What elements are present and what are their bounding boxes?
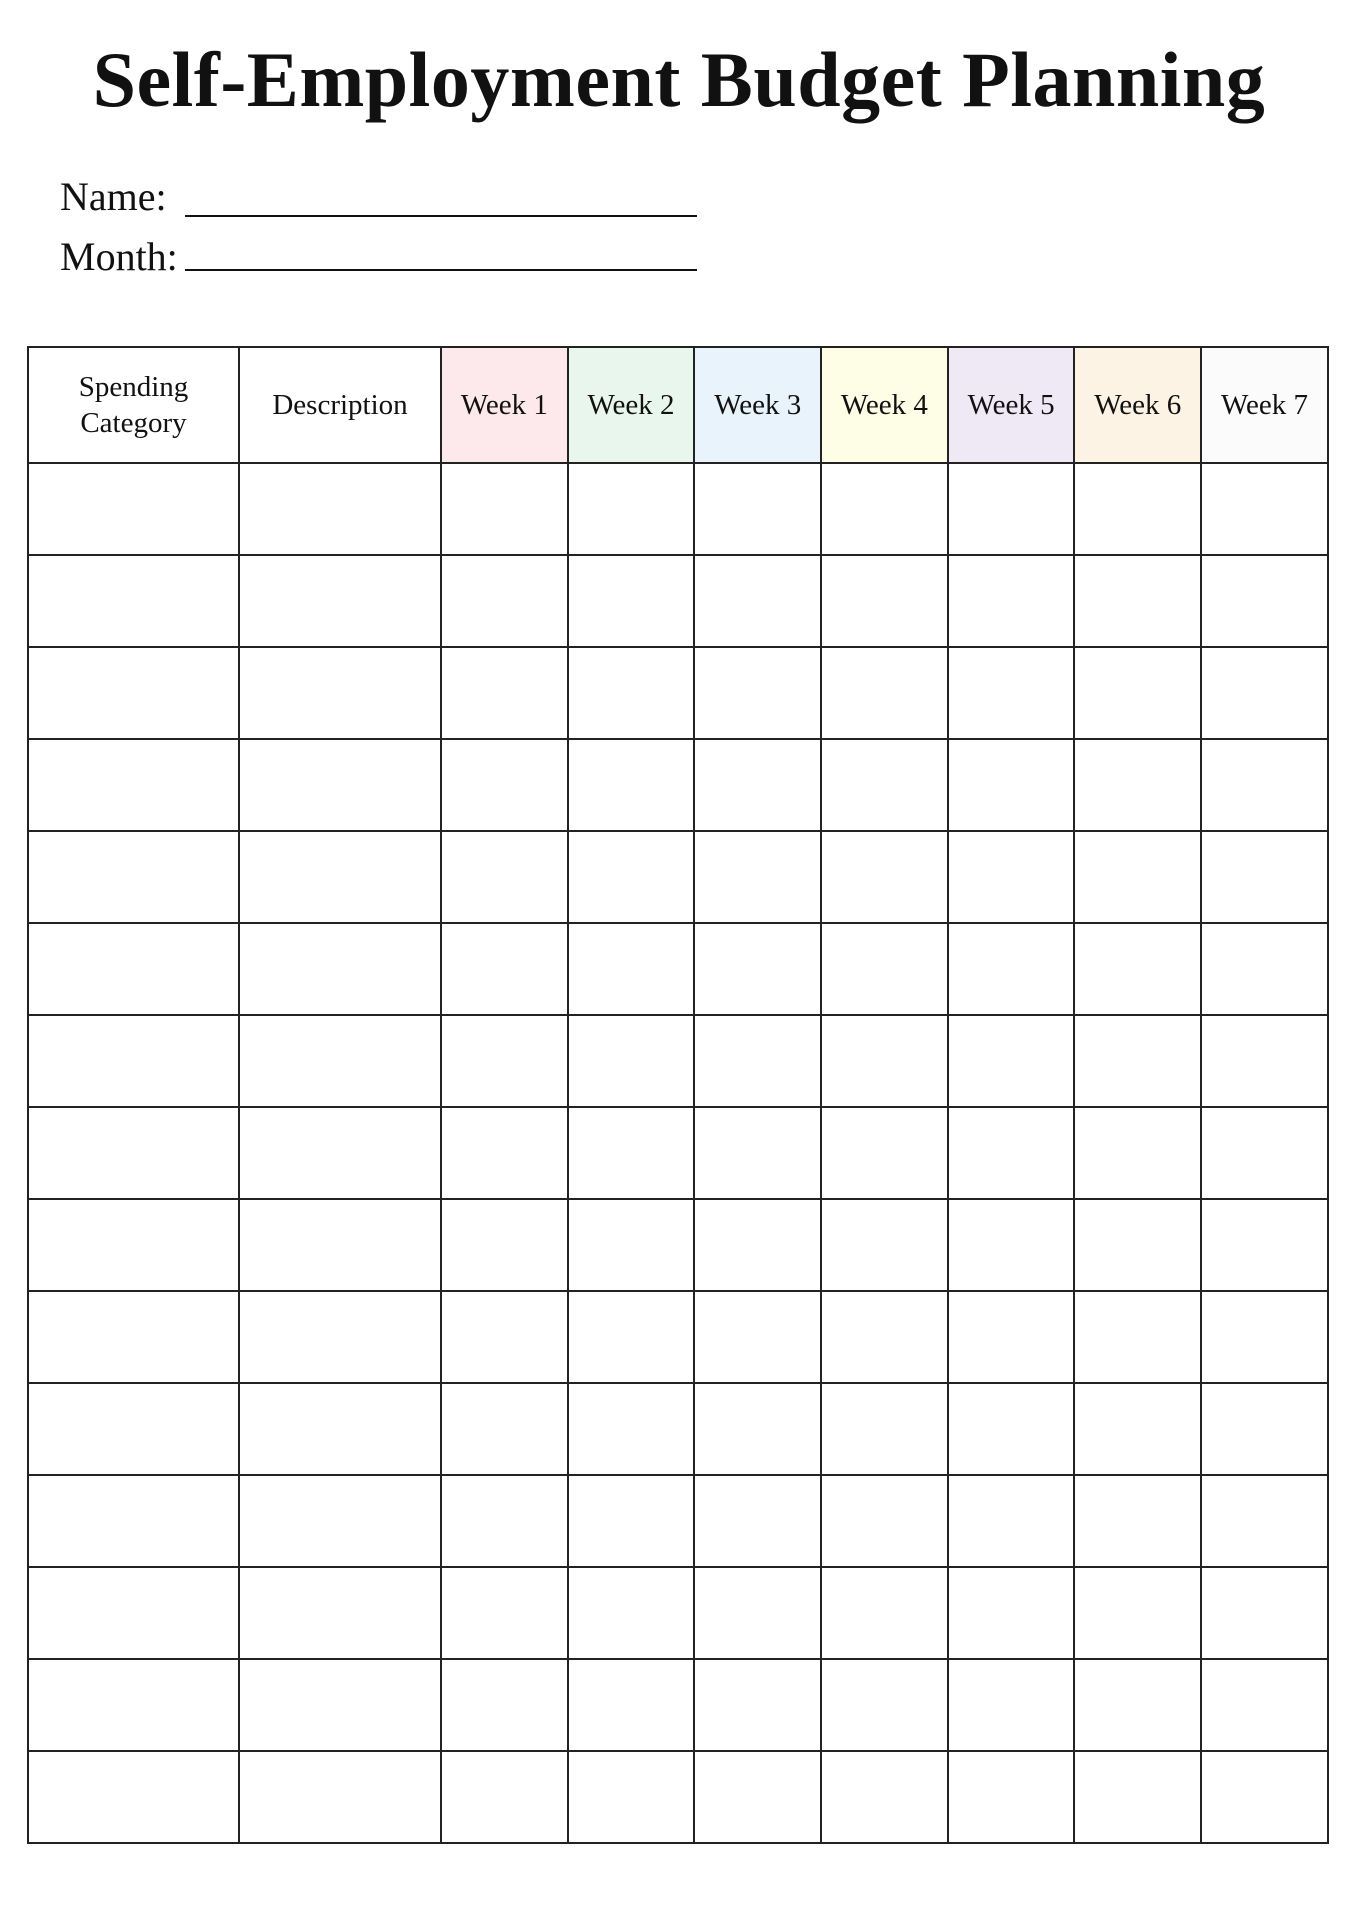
cell-description[interactable] [239, 923, 441, 1015]
cell-week-4[interactable] [821, 1751, 948, 1843]
cell-description[interactable] [239, 1659, 441, 1751]
cell-week-5[interactable] [948, 1291, 1075, 1383]
cell-week-4[interactable] [821, 1383, 948, 1475]
cell-week-6[interactable] [1074, 831, 1201, 923]
cell-week-2[interactable] [568, 1659, 695, 1751]
cell-week-7[interactable] [1201, 1107, 1328, 1199]
cell-week-6[interactable] [1074, 739, 1201, 831]
cell-week-1[interactable] [441, 1751, 568, 1843]
cell-week-5[interactable] [948, 739, 1075, 831]
cell-spending-category[interactable] [28, 1107, 239, 1199]
cell-week-1[interactable] [441, 463, 568, 555]
cell-week-5[interactable] [948, 831, 1075, 923]
cell-week-5[interactable] [948, 647, 1075, 739]
cell-spending-category[interactable] [28, 555, 239, 647]
cell-week-2[interactable] [568, 831, 695, 923]
cell-week-2[interactable] [568, 1291, 695, 1383]
cell-description[interactable] [239, 1567, 441, 1659]
cell-week-4[interactable] [821, 647, 948, 739]
cell-week-1[interactable] [441, 1291, 568, 1383]
cell-description[interactable] [239, 831, 441, 923]
cell-week-6[interactable] [1074, 463, 1201, 555]
cell-spending-category[interactable] [28, 1751, 239, 1843]
cell-week-3[interactable] [694, 1199, 821, 1291]
cell-week-7[interactable] [1201, 1659, 1328, 1751]
cell-week-6[interactable] [1074, 555, 1201, 647]
header-description: Description [239, 347, 441, 463]
cell-week-7[interactable] [1201, 1383, 1328, 1475]
cell-week-7[interactable] [1201, 463, 1328, 555]
cell-week-2[interactable] [568, 1751, 695, 1843]
header-spending-category-line1: Spending [78, 371, 189, 403]
cell-week-6[interactable] [1074, 1291, 1201, 1383]
cell-week-1[interactable] [441, 1659, 568, 1751]
cell-week-4[interactable] [821, 739, 948, 831]
cell-week-5[interactable] [948, 463, 1075, 555]
cell-week-1[interactable] [441, 1107, 568, 1199]
cell-week-1[interactable] [441, 1475, 568, 1567]
table-row [28, 647, 1328, 739]
cell-spending-category[interactable] [28, 1199, 239, 1291]
cell-week-7[interactable] [1201, 1199, 1328, 1291]
cell-week-7[interactable] [1201, 1751, 1328, 1843]
cell-week-3[interactable] [694, 1659, 821, 1751]
cell-week-6[interactable] [1074, 1475, 1201, 1567]
cell-spending-category[interactable] [28, 647, 239, 739]
cell-week-4[interactable] [821, 1107, 948, 1199]
cell-description[interactable] [239, 739, 441, 831]
cell-week-5[interactable] [948, 923, 1075, 1015]
cell-week-6[interactable] [1074, 1659, 1201, 1751]
cell-week-6[interactable] [1074, 923, 1201, 1015]
cell-week-5[interactable] [948, 1107, 1075, 1199]
table-row [28, 739, 1328, 831]
table-row [28, 1659, 1328, 1751]
cell-week-3[interactable] [694, 1291, 821, 1383]
cell-week-2[interactable] [568, 923, 695, 1015]
cell-week-2[interactable] [568, 1107, 695, 1199]
cell-description[interactable] [239, 463, 441, 555]
cell-week-2[interactable] [568, 463, 695, 555]
page-title: Self-Employment Budget Planning [92, 36, 1266, 123]
cell-week-1[interactable] [441, 1199, 568, 1291]
cell-week-5[interactable] [948, 1567, 1075, 1659]
header-row [28, 347, 1328, 463]
cell-week-3[interactable] [694, 1567, 821, 1659]
cell-week-1[interactable] [441, 831, 568, 923]
cell-week-2[interactable] [568, 1015, 695, 1107]
cell-week-4[interactable] [821, 1475, 948, 1567]
cell-week-2[interactable] [568, 1475, 695, 1567]
cell-week-5[interactable] [948, 1015, 1075, 1107]
header-week-5: Week 5 [948, 347, 1075, 463]
cell-week-7[interactable] [1201, 1015, 1328, 1107]
cell-week-3[interactable] [694, 463, 821, 555]
header-week-1: Week 1 [441, 347, 568, 463]
cell-week-2[interactable] [568, 1567, 695, 1659]
cell-description[interactable] [239, 1475, 441, 1567]
cell-description[interactable] [239, 1291, 441, 1383]
table-row [28, 1751, 1328, 1843]
header-week-6: Week 6 [1074, 347, 1201, 463]
cell-week-7[interactable] [1201, 923, 1328, 1015]
table-row [28, 923, 1328, 1015]
table-row [28, 1383, 1328, 1475]
cell-week-3[interactable] [694, 831, 821, 923]
cell-description[interactable] [239, 1107, 441, 1199]
header-week-4: Week 4 [821, 347, 948, 463]
cell-week-1[interactable] [441, 739, 568, 831]
header-week-7: Week 7 [1201, 347, 1328, 463]
cell-week-7[interactable] [1201, 1291, 1328, 1383]
header-week-2: Week 2 [568, 347, 695, 463]
name-label: Name: [60, 174, 167, 219]
cell-week-7[interactable] [1201, 647, 1328, 739]
cell-week-3[interactable] [694, 1751, 821, 1843]
cell-description[interactable] [239, 1199, 441, 1291]
cell-spending-category[interactable] [28, 1567, 239, 1659]
cell-spending-category[interactable] [28, 1383, 239, 1475]
cell-week-1[interactable] [441, 647, 568, 739]
cell-week-7[interactable] [1201, 1475, 1328, 1567]
table-row [28, 1475, 1328, 1567]
cell-description[interactable] [239, 555, 441, 647]
cell-week-3[interactable] [694, 1475, 821, 1567]
cell-week-5[interactable] [948, 1659, 1075, 1751]
cell-week-4[interactable] [821, 831, 948, 923]
cell-week-6[interactable] [1074, 1015, 1201, 1107]
cell-week-7[interactable] [1201, 1567, 1328, 1659]
cell-week-5[interactable] [948, 1751, 1075, 1843]
cell-week-5[interactable] [948, 1383, 1075, 1475]
cell-spending-category[interactable] [28, 1015, 239, 1107]
cell-week-4[interactable] [821, 1567, 948, 1659]
cell-week-5[interactable] [948, 1199, 1075, 1291]
cell-week-6[interactable] [1074, 1383, 1201, 1475]
cell-spending-category[interactable] [28, 923, 239, 1015]
cell-week-4[interactable] [821, 463, 948, 555]
cell-week-3[interactable] [694, 1015, 821, 1107]
header-spending-category-line2: Category [80, 407, 187, 439]
name-field[interactable] [185, 215, 697, 217]
cell-week-4[interactable] [821, 555, 948, 647]
table-row [28, 831, 1328, 923]
cell-week-3[interactable] [694, 647, 821, 739]
cell-week-3[interactable] [694, 1107, 821, 1199]
cell-week-5[interactable] [948, 1475, 1075, 1567]
cell-week-1[interactable] [441, 1383, 568, 1475]
cell-week-7[interactable] [1201, 831, 1328, 923]
budget-table [27, 346, 1329, 1844]
cell-spending-category[interactable] [28, 1291, 239, 1383]
cell-week-1[interactable] [441, 555, 568, 647]
cell-description[interactable] [239, 647, 441, 739]
cell-week-3[interactable] [694, 739, 821, 831]
cell-week-2[interactable] [568, 1383, 695, 1475]
cell-week-4[interactable] [821, 1659, 948, 1751]
month-label: Month: [60, 234, 178, 279]
header-week-3: Week 3 [694, 347, 821, 463]
cell-spending-category[interactable] [28, 1659, 239, 1751]
table-row [28, 1291, 1328, 1383]
cell-week-6[interactable] [1074, 1107, 1201, 1199]
cell-spending-category[interactable] [28, 831, 239, 923]
cell-spending-category[interactable] [28, 1475, 239, 1567]
cell-description[interactable] [239, 1751, 441, 1843]
cell-week-2[interactable] [568, 555, 695, 647]
cell-week-6[interactable] [1074, 1751, 1201, 1843]
cell-week-3[interactable] [694, 923, 821, 1015]
cell-week-5[interactable] [948, 555, 1075, 647]
cell-week-2[interactable] [568, 647, 695, 739]
cell-week-4[interactable] [821, 923, 948, 1015]
cell-week-4[interactable] [821, 1199, 948, 1291]
cell-week-2[interactable] [568, 739, 695, 831]
cell-week-7[interactable] [1201, 555, 1328, 647]
cell-week-1[interactable] [441, 923, 568, 1015]
cell-week-1[interactable] [441, 1567, 568, 1659]
cell-spending-category[interactable] [28, 463, 239, 555]
table-row [28, 1107, 1328, 1199]
table-row [28, 1015, 1328, 1107]
table-row [28, 1199, 1328, 1291]
table-row [28, 555, 1328, 647]
cell-week-3[interactable] [694, 1383, 821, 1475]
table-row [28, 1567, 1328, 1659]
cell-week-2[interactable] [568, 1199, 695, 1291]
table-row [28, 463, 1328, 555]
cell-week-6[interactable] [1074, 1567, 1201, 1659]
cell-week-6[interactable] [1074, 647, 1201, 739]
cell-week-3[interactable] [694, 555, 821, 647]
cell-week-1[interactable] [441, 1015, 568, 1107]
cell-description[interactable] [239, 1383, 441, 1475]
cell-description[interactable] [239, 1015, 441, 1107]
cell-week-4[interactable] [821, 1291, 948, 1383]
month-field[interactable] [185, 269, 697, 271]
cell-week-6[interactable] [1074, 1199, 1201, 1291]
cell-week-4[interactable] [821, 1015, 948, 1107]
cell-spending-category[interactable] [28, 739, 239, 831]
cell-week-7[interactable] [1201, 739, 1328, 831]
header-spending-category [28, 347, 239, 463]
